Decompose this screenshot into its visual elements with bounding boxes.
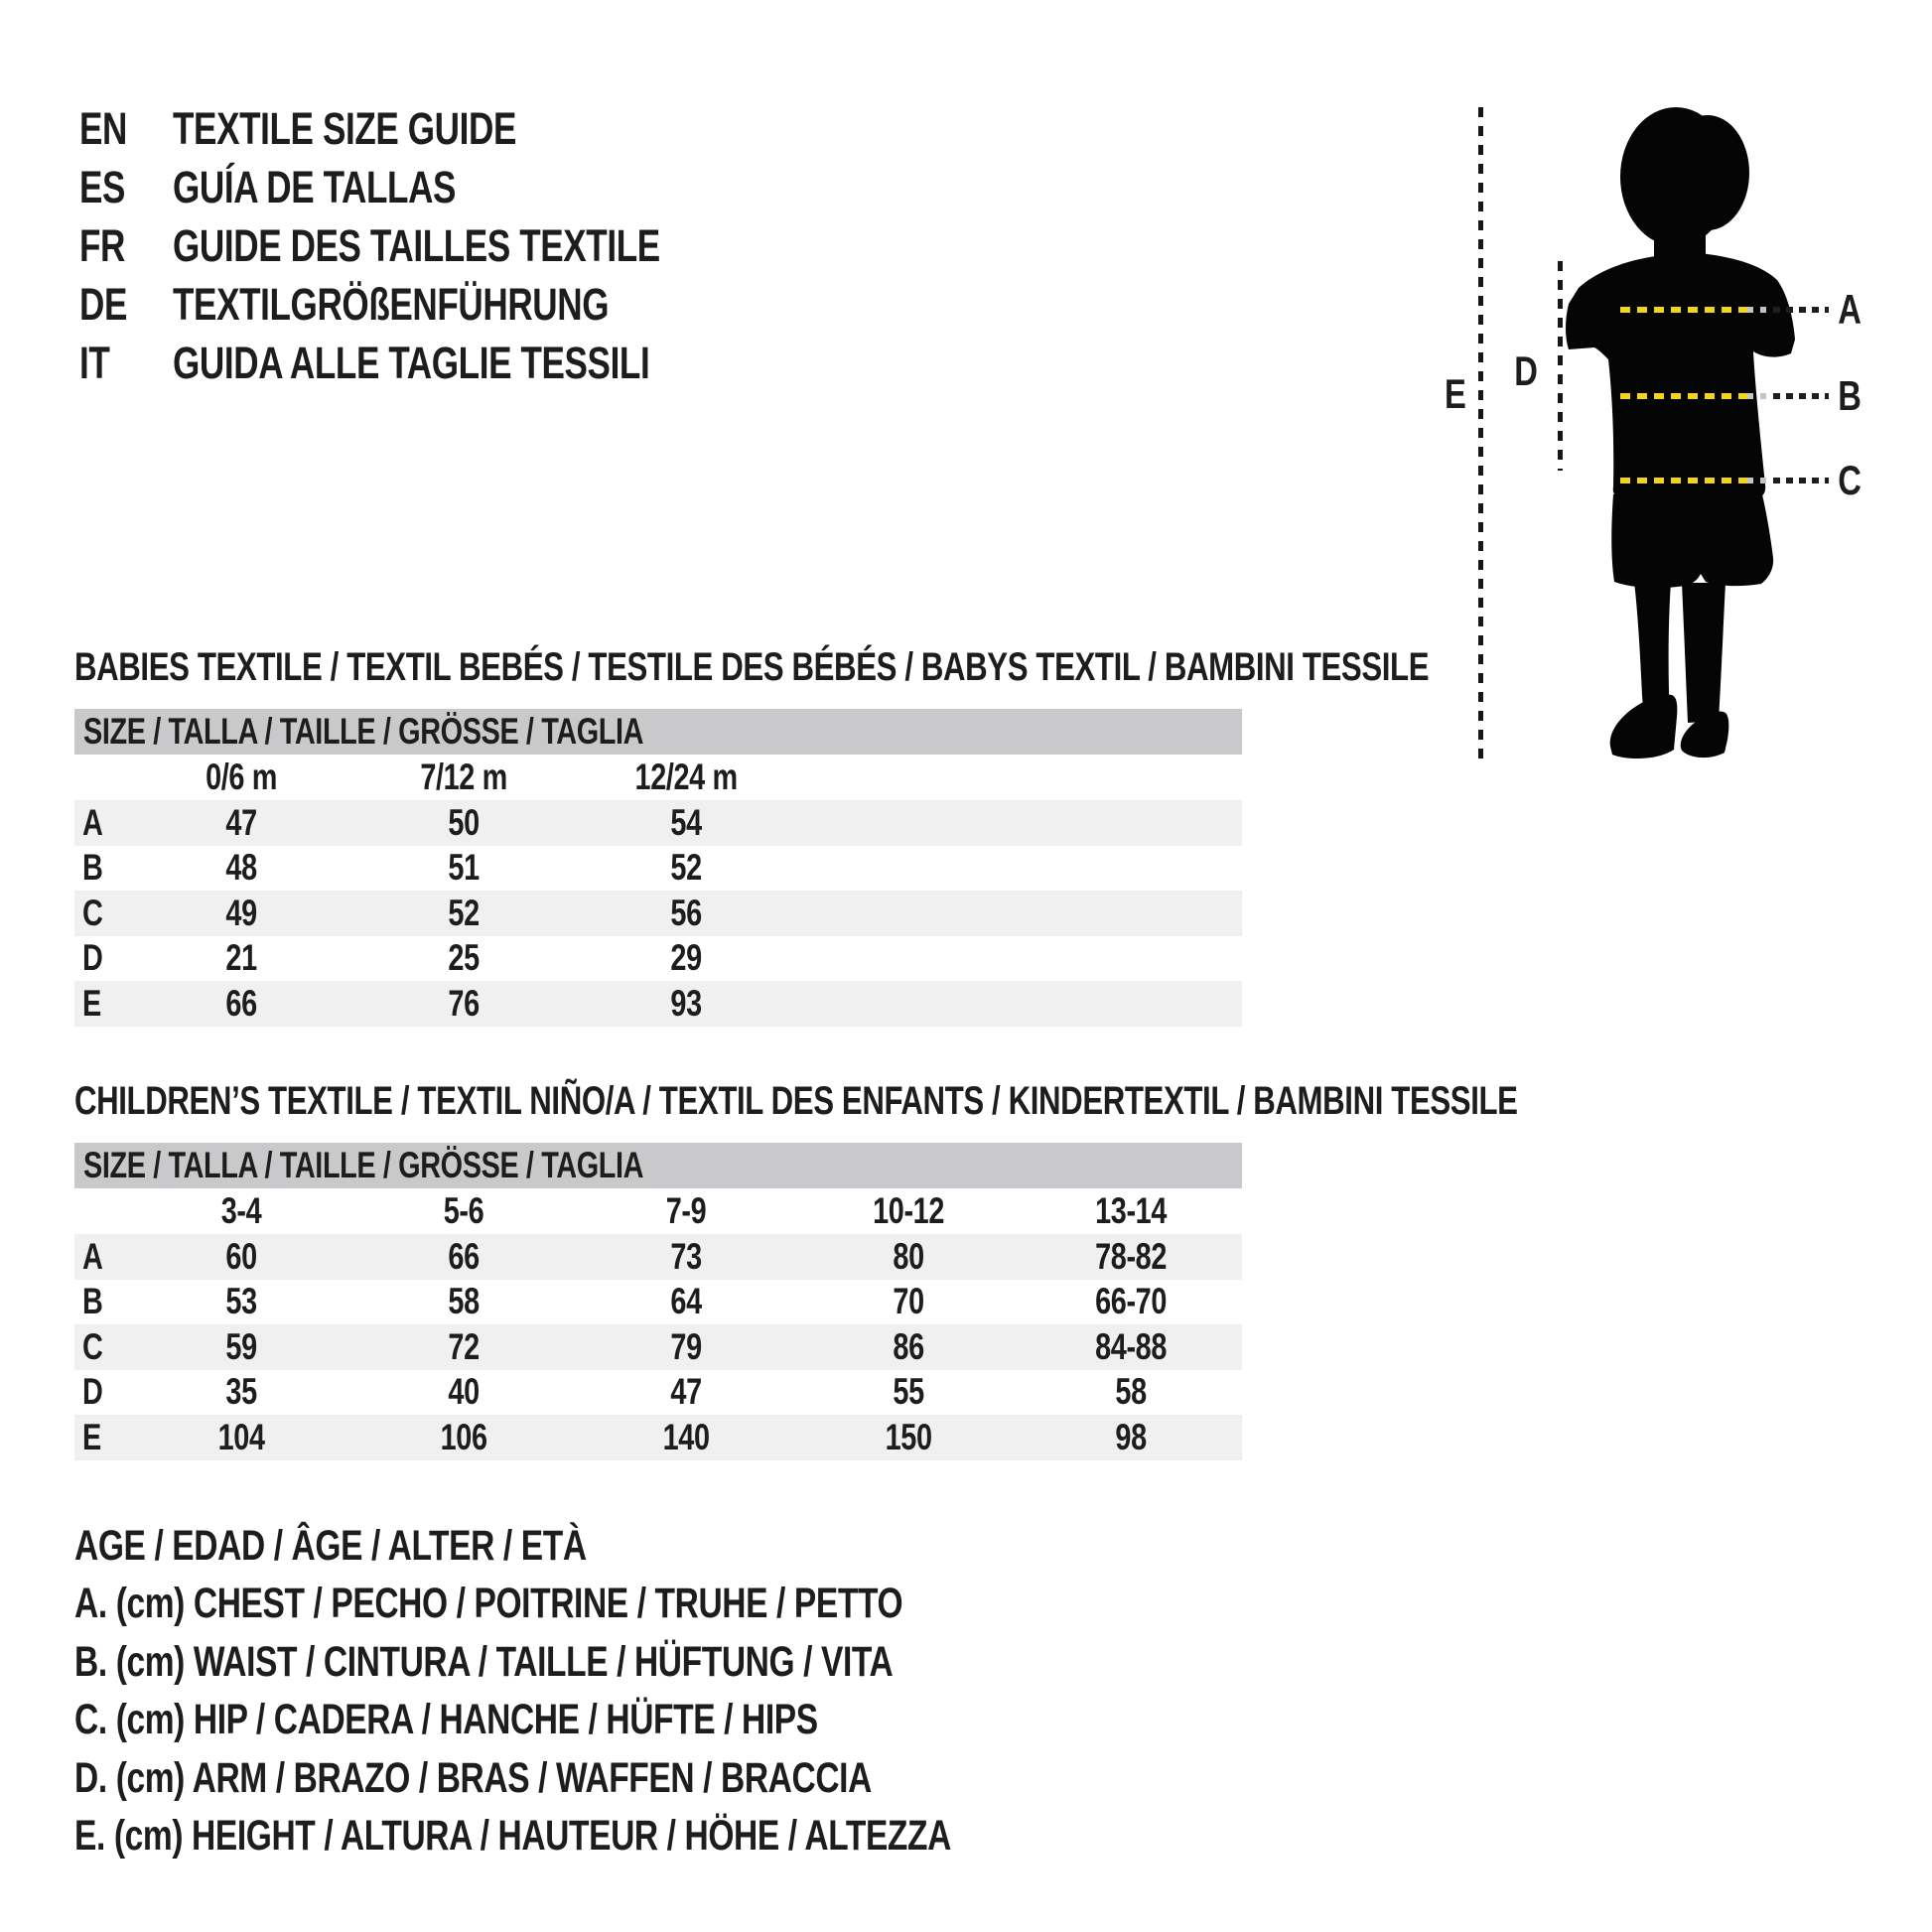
language-code: FR [79, 220, 126, 271]
table-cell [130, 1281, 352, 1322]
cell-value: 58 [448, 1281, 480, 1322]
cell-value: 84-88 [1095, 1325, 1167, 1367]
table-cell [797, 1326, 1020, 1368]
language-row [79, 216, 797, 275]
cell-value: 35 [225, 1371, 257, 1413]
cell-value: 106 [440, 1416, 487, 1457]
cell-value: 55 [893, 1371, 924, 1413]
measurement-legend [74, 1517, 1198, 1864]
silhouette-torso [1566, 251, 1795, 498]
table-cell [352, 893, 575, 934]
waist-line-black-dashes [1773, 393, 1829, 399]
cell-value: 40 [448, 1371, 480, 1413]
cell-value: 49 [225, 892, 257, 933]
table-cell [797, 1417, 1020, 1458]
column-header-cell: 10-12 [873, 1190, 944, 1231]
table-cell [130, 1326, 352, 1368]
table-cell [352, 937, 575, 979]
cell-value: 56 [670, 892, 702, 933]
waist-line-fade-dashes [1747, 393, 1773, 399]
cell-value: 47 [225, 801, 257, 843]
table-row [74, 800, 1242, 846]
language-code: ES [79, 162, 126, 212]
language-title: TEXTILGRÖßENFÜHRUNG [173, 279, 610, 330]
table-cell [352, 1326, 575, 1368]
table-cell [130, 937, 352, 979]
children-size-header-bar: SIZE / TALLA / TAILLE / GRÖSSE / TAGLIA [74, 1143, 1242, 1188]
column-header-cell: 13-14 [1095, 1190, 1167, 1231]
table-cell [797, 1281, 1020, 1322]
language-row [79, 275, 797, 334]
row-label: B [82, 847, 103, 889]
table-cell [575, 1417, 797, 1458]
child-silhouette [1559, 99, 1932, 774]
table-row [74, 891, 1242, 936]
table-cell [575, 1371, 797, 1413]
table-cell [130, 1417, 352, 1458]
table-row [74, 846, 1242, 892]
table-cell [575, 1326, 797, 1368]
chest-line-fade-dashes [1747, 307, 1773, 313]
cell-value: 51 [448, 847, 480, 889]
figure-label-a: A [1838, 286, 1862, 333]
table-cell [352, 1417, 575, 1458]
language-list [79, 99, 797, 392]
legend-item: AGE / EDAD / ÂGE / ALTER / ETÀ [74, 1522, 587, 1570]
hip-measure-line-c [1620, 478, 1829, 483]
table-cell [575, 802, 797, 844]
table-cell [1020, 1326, 1242, 1368]
cell-value: 21 [225, 937, 257, 979]
silhouette-shorts [1611, 494, 1773, 588]
cell-value: 25 [448, 937, 480, 979]
table-cell [1020, 1417, 1242, 1458]
language-code: IT [79, 338, 110, 388]
language-code: DE [79, 279, 127, 330]
cell-value: 98 [1115, 1416, 1147, 1457]
cell-value: 47 [670, 1371, 702, 1413]
table-cell [575, 937, 797, 979]
row-label: B [82, 1281, 103, 1322]
legend-item: B. (cm) WAIST / CINTURA / TAILLE / HÜFTUNG / VITA [74, 1637, 894, 1686]
waist-line-yellow-dashes [1620, 393, 1747, 399]
cell-value: 66 [225, 982, 257, 1024]
cell-value: 64 [670, 1281, 702, 1322]
hip-line-yellow-dashes [1620, 478, 1747, 483]
figure-label-b: B [1838, 372, 1862, 419]
legend-item: E. (cm) HEIGHT / ALTURA / HAUTEUR / HÖHE / ALTEZZA [74, 1812, 951, 1861]
table-cell [352, 1371, 575, 1413]
children-table-rows [74, 1234, 1242, 1460]
cell-value: 73 [670, 1235, 702, 1277]
cell-value: 59 [225, 1325, 257, 1367]
table-row [74, 936, 1242, 982]
table-cell [1020, 1236, 1242, 1278]
table-cell [1020, 1371, 1242, 1413]
row-label: E [82, 1416, 101, 1457]
language-title: GUIDE DES TAILLES TEXTILE [173, 220, 660, 271]
babies-column-header-row [74, 755, 1242, 800]
table-cell [130, 1371, 352, 1413]
table-cell [575, 847, 797, 889]
cell-value: 29 [670, 937, 702, 979]
row-label: D [82, 937, 103, 979]
table-cell [575, 1281, 797, 1322]
table-row [74, 1234, 1242, 1280]
waist-measure-line-b [1620, 393, 1829, 399]
table-cell [352, 983, 575, 1025]
babies-section-heading: BABIES TEXTILE / TEXTIL BEBÉS / TESTILE DES BÉBÉS / BABYS TEXTIL / BAMBINI TESSILE [74, 645, 1430, 689]
table-cell [130, 1236, 352, 1278]
table-row [74, 981, 1242, 1027]
language-row [79, 99, 797, 158]
hip-line-black-dashes [1773, 478, 1829, 483]
cell-value: 93 [670, 982, 702, 1024]
cell-value: 52 [448, 892, 480, 933]
babies-size-header-bar: SIZE / TALLA / TAILLE / GRÖSSE / TAGLIA [74, 709, 1242, 755]
cell-value: 86 [893, 1325, 924, 1367]
cell-value: 72 [448, 1325, 480, 1367]
table-cell [130, 983, 352, 1025]
figure-label-e: E [1445, 370, 1466, 417]
row-label: D [82, 1371, 103, 1413]
legend-item: C. (cm) HIP / CADERA / HANCHE / HÜFTE / HIPS [74, 1696, 818, 1744]
cell-value: 70 [893, 1281, 924, 1322]
chest-line-black-dashes [1773, 307, 1829, 313]
cell-value: 52 [670, 847, 702, 889]
table-cell [352, 802, 575, 844]
babies-table-rows [74, 800, 1242, 1027]
figure-label-c: C [1838, 457, 1862, 503]
chest-line-yellow-dashes [1620, 307, 1747, 313]
table-row [74, 1280, 1242, 1325]
figure-label-d: D [1514, 347, 1538, 394]
silhouette-left-shoe [1610, 695, 1678, 759]
language-row [79, 158, 797, 216]
cell-value: 78-82 [1095, 1235, 1167, 1277]
cell-value: 80 [893, 1235, 924, 1277]
silhouette-right-leg [1682, 583, 1725, 723]
cell-value: 104 [217, 1416, 265, 1457]
silhouette-hair [1666, 115, 1749, 230]
cell-value: 54 [670, 801, 702, 843]
cell-value: 66 [448, 1235, 480, 1277]
table-cell [797, 1236, 1020, 1278]
column-header-cell: 7/12 m [420, 757, 507, 797]
column-header-cell: 3-4 [220, 1190, 262, 1231]
cell-value: 50 [448, 801, 480, 843]
row-label: A [82, 1235, 103, 1277]
column-header-cell: 0/6 m [206, 757, 277, 797]
row-label: C [82, 892, 103, 933]
cell-value: 150 [885, 1416, 932, 1457]
table-cell [130, 893, 352, 934]
table-cell [130, 847, 352, 889]
hip-line-fade-dashes [1747, 478, 1773, 483]
children-size-table [74, 1143, 1242, 1460]
children-column-header-row [74, 1188, 1242, 1234]
cell-value: 53 [225, 1281, 257, 1322]
table-cell [352, 1236, 575, 1278]
row-label: E [82, 982, 101, 1024]
language-row [79, 334, 797, 392]
legend-item: A. (cm) CHEST / PECHO / POITRINE / TRUHE / PETTO [74, 1580, 903, 1628]
row-label: A [82, 801, 103, 843]
children-section-heading: CHILDREN’S TEXTILE / TEXTIL NIÑO/A / TEXTIL DES ENFANTS / KINDERTEXTIL / BAMBINI TESSILE [74, 1079, 1518, 1123]
table-cell [797, 1371, 1020, 1413]
cell-value: 48 [225, 847, 257, 889]
table-row [74, 1370, 1242, 1416]
table-cell [575, 893, 797, 934]
chest-measure-line-a [1620, 307, 1829, 313]
cell-value: 66-70 [1095, 1281, 1167, 1322]
cell-value: 58 [1115, 1371, 1147, 1413]
cell-value: 60 [225, 1235, 257, 1277]
column-header-cell: 12/24 m [634, 757, 738, 797]
language-title: TEXTILE SIZE GUIDE [173, 103, 516, 154]
table-cell [575, 983, 797, 1025]
table-cell [130, 802, 352, 844]
table-cell [1020, 1281, 1242, 1322]
column-header-cell: 7-9 [665, 1190, 707, 1231]
language-title: GUÍA DE TALLAS [173, 162, 457, 212]
cell-value: 76 [448, 982, 480, 1024]
table-row [74, 1415, 1242, 1460]
legend-item: D. (cm) ARM / BRAZO / BRAS / WAFFEN / BRACCIA [74, 1753, 872, 1802]
babies-size-table [74, 709, 1242, 1027]
table-cell [352, 847, 575, 889]
cell-value: 140 [662, 1416, 710, 1457]
table-cell [352, 1281, 575, 1322]
cell-value: 79 [670, 1325, 702, 1367]
language-title: GUIDA ALLE TAGLIE TESSILI [173, 338, 650, 388]
table-cell [575, 1236, 797, 1278]
row-label: C [82, 1325, 103, 1367]
language-code: EN [79, 103, 127, 154]
table-row [74, 1324, 1242, 1370]
column-header-cell: 5-6 [443, 1190, 484, 1231]
